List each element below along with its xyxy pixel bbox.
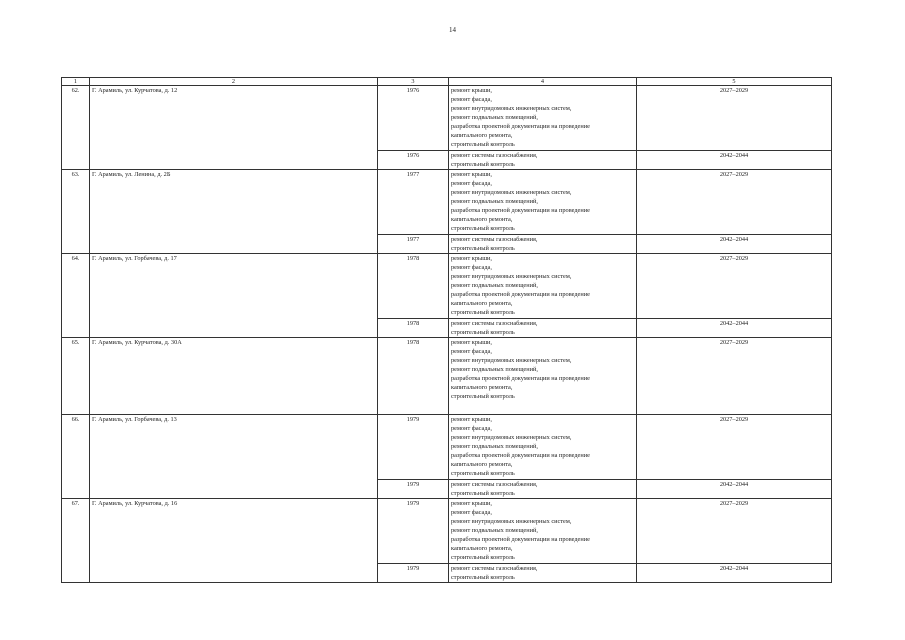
row-address: Г. Арамиль, ул. Курчатова, д. 30А [90,338,378,415]
header-row [62,78,832,86]
work-item: строительный контроль [451,393,515,400]
table-row [62,499,832,564]
row-address: Г. Арамиль, ул. Курчатова, д. 12 [90,86,378,170]
work-item: ремонт фасада, [451,96,492,103]
row-works [449,415,637,480]
work-item: ремонт системы газоснабжения, [451,320,538,327]
row-period: 2042–2044 [637,151,832,170]
work-item: ремонт внутридомовых инженерных систем, [451,518,572,525]
work-item: ремонт крыши, [451,87,493,94]
table-body [62,78,832,583]
work-item: ремонт системы газоснабжения, [451,481,538,488]
row-period: 2027–2029 [637,415,832,480]
row-year: 1978 [378,319,449,338]
row-year: 1979 [378,564,449,583]
row-number: 65. [62,338,90,415]
work-item: ремонт системы газоснабжения, [451,565,538,572]
work-item: разработка проектной документации на проведение [451,536,590,543]
table-row [62,86,832,151]
work-item: строительный контроль [451,245,515,252]
row-year: 1976 [378,151,449,170]
work-item: ремонт внутридомовых инженерных систем, [451,105,572,112]
work-item: строительный контроль [451,225,515,232]
row-year: 1979 [378,499,449,564]
row-address: Г. Арамиль, ул. Горбачева, д. 17 [90,254,378,338]
row-year: 1977 [378,235,449,254]
work-item: ремонт фасада, [451,509,492,516]
work-item: строительный контроль [451,161,515,168]
row-year: 1979 [378,415,449,480]
work-item: ремонт крыши, [451,171,493,178]
work-item: ремонт подвальных помещений, [451,366,538,373]
row-period: 2027–2029 [637,338,832,415]
header-col-2: 2 [90,78,378,86]
row-number: 67. [62,499,90,583]
work-item: ремонт внутридомовых инженерных систем, [451,273,572,280]
work-item: разработка проектной документации на проведение [451,375,590,382]
header-col-3: 3 [378,78,449,86]
header-col-4: 4 [449,78,637,86]
work-item: капитального ремонта, [451,132,513,139]
page-number: 14 [449,26,456,34]
work-item: ремонт фасада, [451,264,492,271]
work-item: ремонт системы газоснабжения, [451,236,538,243]
row-period: 2027–2029 [637,254,832,319]
work-item: капитального ремонта, [451,461,513,468]
row-number: 62. [62,86,90,170]
table-row [62,338,832,415]
row-address: Г. Арамиль, ул. Ленина, д. 2Б [90,170,378,254]
work-item: капитального ремонта, [451,384,513,391]
work-item: строительный контроль [451,554,515,561]
row-address: Г. Арамиль, ул. Курчатова, д. 16 [90,499,378,583]
work-item: разработка проектной документации на проведение [451,123,590,130]
row-year: 1978 [378,338,449,415]
work-item: ремонт подвальных помещений, [451,282,538,289]
work-item: капитального ремонта, [451,300,513,307]
work-item: ремонт подвальных помещений, [451,527,538,534]
row-works [449,86,637,151]
work-item: ремонт крыши, [451,500,493,507]
row-works [449,480,637,499]
work-item: разработка проектной документации на проведение [451,452,590,459]
row-year: 1977 [378,170,449,235]
capital-repair-table [61,77,832,583]
work-item: ремонт внутридомовых инженерных систем, [451,189,572,196]
row-period: 2027–2029 [637,170,832,235]
row-works [449,564,637,583]
row-number: 66. [62,415,90,499]
work-item: ремонт крыши, [451,255,493,262]
table-row [62,415,832,480]
row-works [449,499,637,564]
work-item: ремонт подвальных помещений, [451,198,538,205]
work-item: строительный контроль [451,309,515,316]
row-number: 64. [62,254,90,338]
work-item: разработка проектной документации на проведение [451,207,590,214]
work-item: ремонт крыши, [451,339,493,346]
row-works [449,338,637,415]
work-item: строительный контроль [451,141,515,148]
row-works [449,151,637,170]
work-item: ремонт подвальных помещений, [451,114,538,121]
work-item: разработка проектной документации на проведение [451,291,590,298]
row-period: 2027–2029 [637,499,832,564]
table-row [62,170,832,235]
header-col-1: 1 [62,78,90,86]
work-item: строительный контроль [451,490,515,497]
work-item: ремонт подвальных помещений, [451,443,538,450]
row-works [449,235,637,254]
work-item: ремонт внутридомовых инженерных систем, [451,357,572,364]
work-item: ремонт фасада, [451,180,492,187]
header-col-5: 5 [637,78,832,86]
table-row [62,254,832,319]
row-works [449,254,637,319]
row-works [449,170,637,235]
work-item: ремонт внутридомовых инженерных систем, [451,434,572,441]
work-item: строительный контроль [451,329,515,336]
row-period: 2042–2044 [637,235,832,254]
work-item: капитального ремонта, [451,216,513,223]
row-year: 1978 [378,254,449,319]
work-item: ремонт крыши, [451,416,493,423]
work-item: строительный контроль [451,470,515,477]
work-item: ремонт фасада, [451,348,492,355]
work-item: капитального ремонта, [451,545,513,552]
work-item: ремонт фасада, [451,425,492,432]
row-number: 63. [62,170,90,254]
work-item: ремонт системы газоснабжения, [451,152,538,159]
row-year: 1976 [378,86,449,151]
work-item: строительный контроль [451,574,515,581]
row-address: Г. Арамиль, ул. Горбачева, д. 13 [90,415,378,499]
row-period: 2042–2044 [637,564,832,583]
row-year: 1979 [378,480,449,499]
row-period: 2042–2044 [637,319,832,338]
row-period: 2042–2044 [637,480,832,499]
row-period: 2027–2029 [637,86,832,151]
row-works [449,319,637,338]
